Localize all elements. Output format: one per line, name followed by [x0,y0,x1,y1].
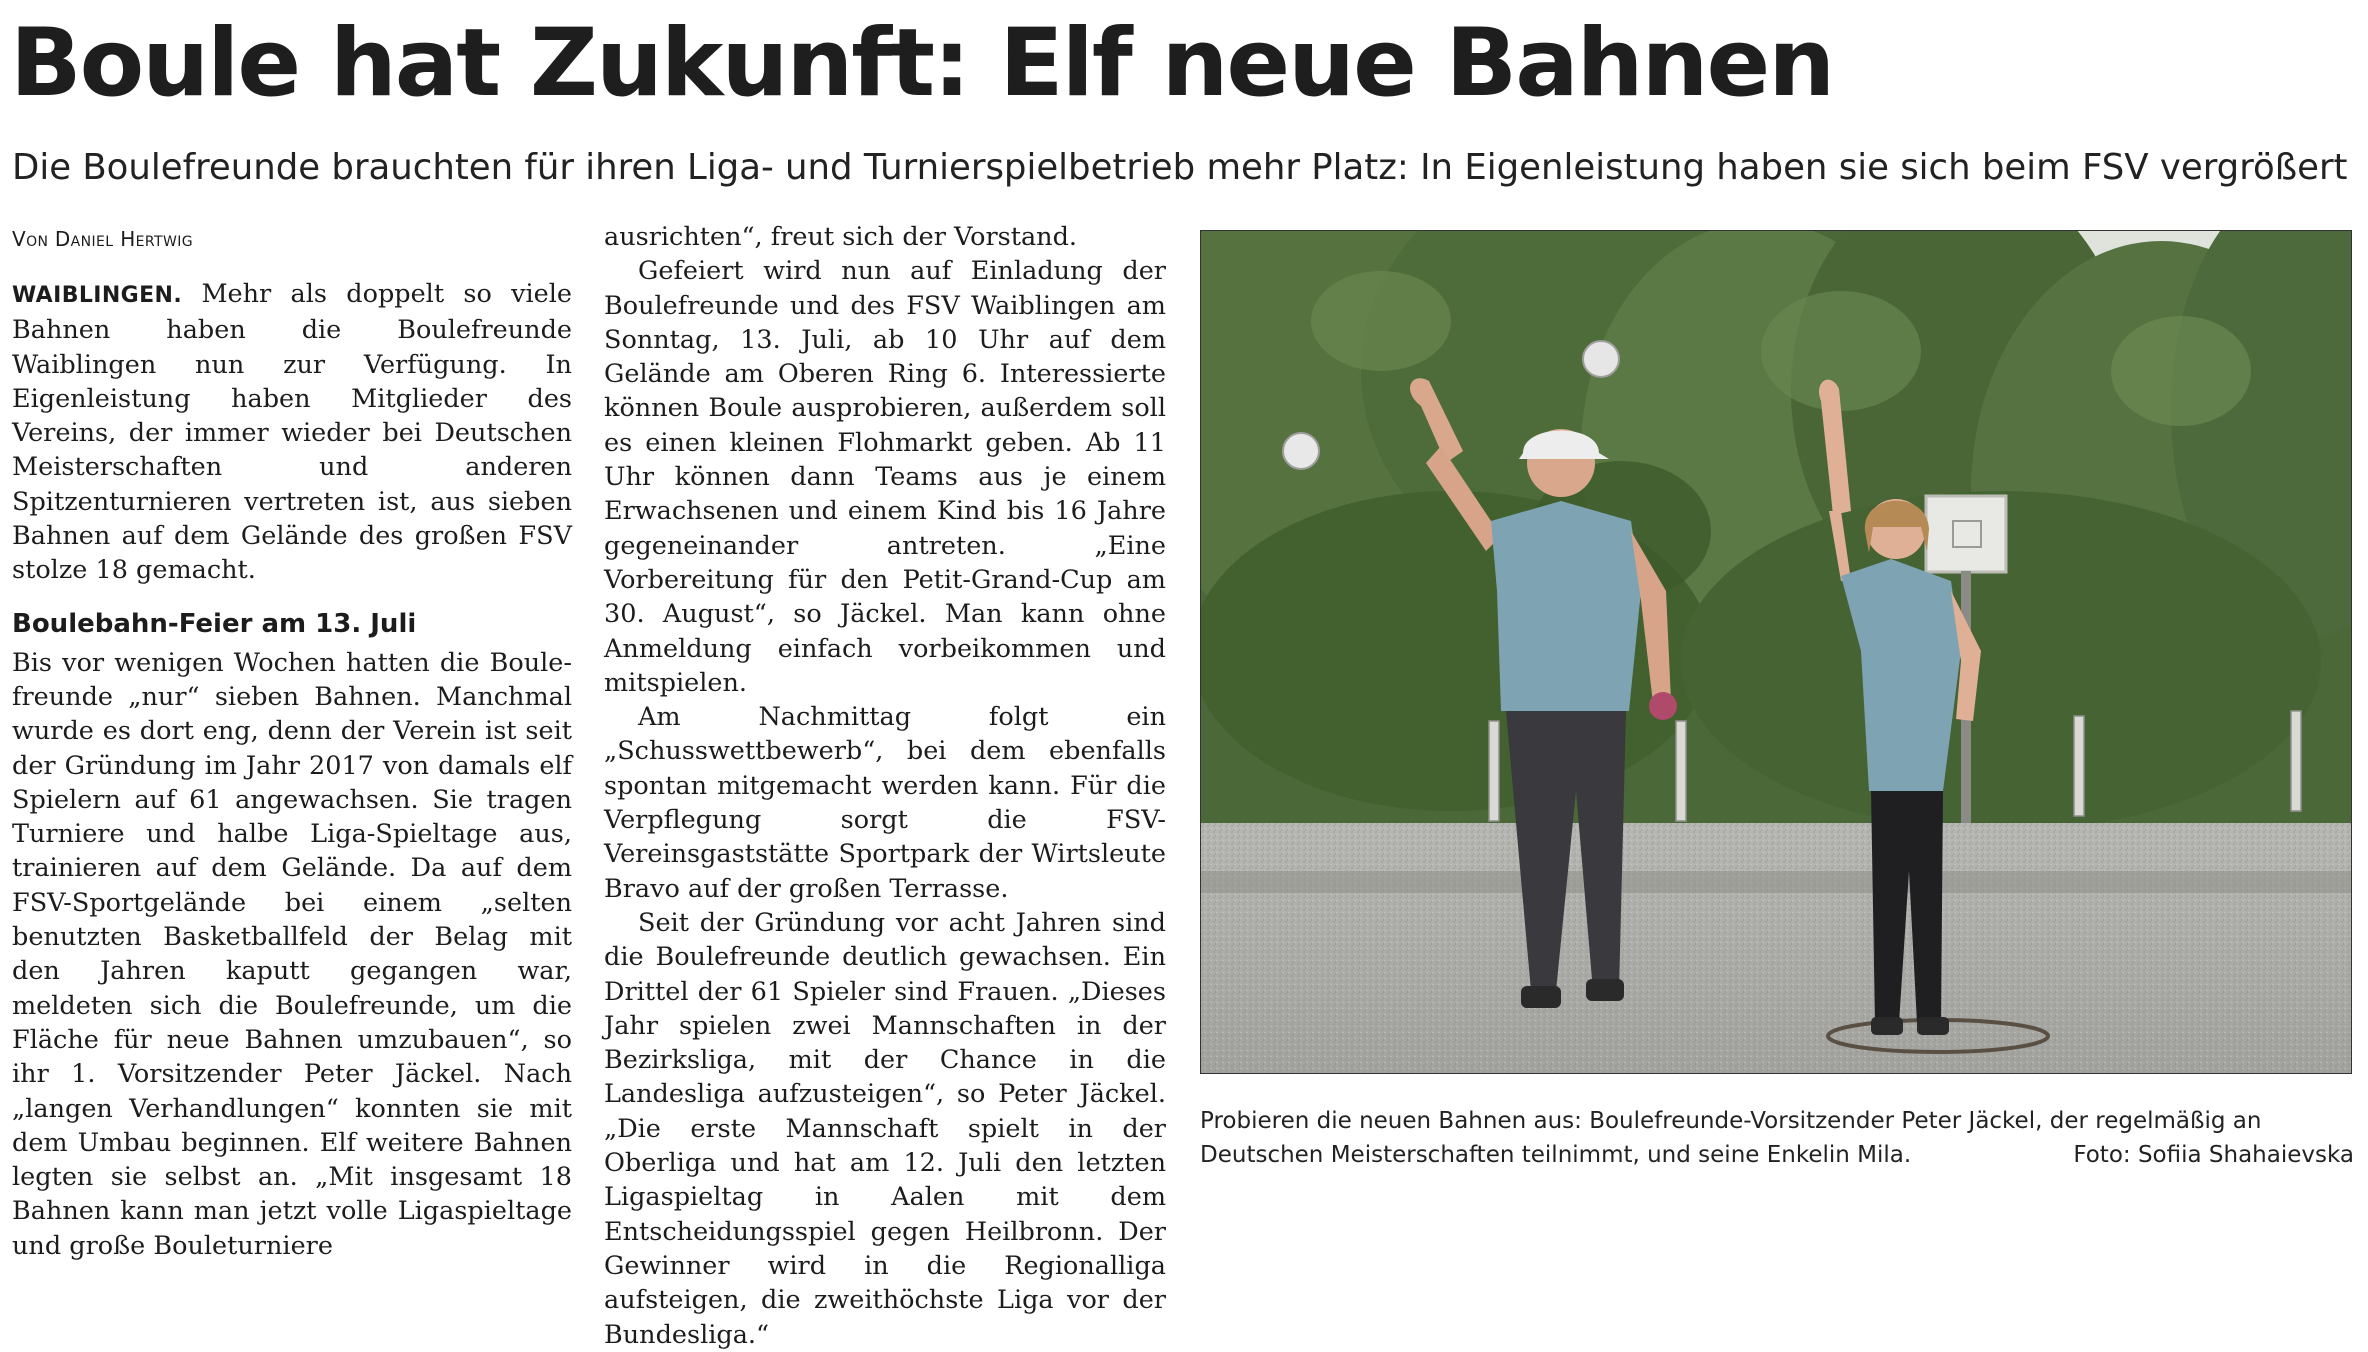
caption-line-2: Deutschen Meisterschaften teilnimmt, und seine Enkelin Mila. [1200,1142,1912,1168]
body-paragraph-afternoon: Am Nachmittag folgt ein „Schusswettbewerb“, bei dem ebenfalls spontan mitgemacht werden kann. Für die Verpflegung sorgt die FSV-Vereinsgaststätte Sportpark der Wirtsleute Bravo auf der großen Terrasse. [604,702,1166,904]
article-column-2 [604,220,1166,1352]
body-paragraph-growth: Seit der Gründung vor acht Jahren sind die Boulefreunde deutlich gewachsen. Ein Drittel der 61 Spieler sind Frauen. „Dieses Jahr spielen zwei Mannschaften in der Bezirksliga, mit der Chance in die Landesliga aufzusteigen“, so Peter Jäckel. „Die erste Mannschaft spielt in der Oberliga und hat am 12. Juli den letzten Ligaspieltag in Aalen mit dem Entscheidungsspiel gegen Heilbronn. Der Gewinner wird in die Regionalliga aufsteigen, die zweithöchste Liga vor der Bundesliga.“ [604,907,1166,1350]
photo-caption [1200,1104,2354,1172]
caption-line-1: Probieren die neuen Bahnen aus: Boulefreunde-Vorsitzender Peter Jäckel, der regelmäßig an [1200,1108,2262,1134]
body-paragraph-continued: ausrichten“, freut sich der Vorstand. [604,222,1078,252]
body-paragraph-event: Gefeiert wird nun auf Einladung der Boulefreunde und des FSV Waiblingen am Sonntag, 13. Juli, ab 10 Uhr auf dem Gelände am Oberen Ring 6. Interessierte können Boule ausprobieren, außerdem soll es einen kleinen Flohmarkt geben. Ab 11 Uhr können dann Teams aus je einem Erwachsenen und einem Kind bis 16 Jahre gegeneinander antreten. „Eine Vorbereitung für den Petit-Grand-Cup am 30. August“, so Jäckel. Man kann ohne Anmeldung einfach vorbeikommen und mitspielen. [604,256,1166,698]
trees [1201,231,2352,831]
lead-paragraph [12,277,572,588]
article-column-1 [12,222,572,1263]
photo-credit: Foto: Sofiia Shahaievska [2073,1142,2354,1168]
subheadline: Die Boulefreunde brauchten für ihren Liga- und Turnierspielbetrieb mehr Platz: In Eigenleistung haben sie sich beim FSV vergrößert [12,147,2348,188]
caption-line-2-row [1200,1138,2354,1172]
headline: Boule hat Zukunft: Elf neue Bahnen [10,9,1834,118]
byline-author: Daniel Hertwig [54,227,193,251]
byline-prefix: Von [12,227,49,251]
court-border [1201,871,2352,893]
byline [12,222,572,257]
dateline: WAIBLINGEN. [12,283,183,308]
article-photo [1200,230,2352,1074]
lead-text: Mehr als doppelt so viele Bahnen haben die Boulefreunde Waiblingen nun zur Verfügung. In Eigenleistung haben Mitglieder des Vereins, der immer wieder bei Deutschen Meisterschaften und anderen Spitzenturnieren vertreten ist, aus sieben Bahnen auf dem Gelände des großen FSV stolze 18 gemacht. [12,279,572,586]
photo-illustration [1201,231,2352,1074]
section-subhead: Boulebahn-Feier am 13. Juli [12,608,417,639]
body-paragraph: Bis vor wenigen Wochen hatten die Boulefreunde „nur“ sieben Bahnen. Manchmal wurde es dort eng, denn der Verein ist seit der Gründung im Jahr 2017 von damals elf Spielern auf 61 angewachsen. Sie tragen Turniere und halbe Liga-Spieltage aus, trainieren auf dem Gelände. Da auf dem FSV-Sportgelände bei einem „selten benutzten Basketballfeld der Belag mit den Jahren kaputt gegangen war, meldeten sich die Boulefreunde, um die Fläche für neue Bahnen umzubauen“, so ihr 1. Vorsitzender Peter Jäckel. Nach „langen Verhandlungen“ konnten sie mit dem Umbau beginnen. Elf weitere Bahnen legten sie selbst an. „Mit insgesamt 18 Bahnen kann man jetzt volle Ligaspieltage und große Bouleturniere [12,647,572,1261]
